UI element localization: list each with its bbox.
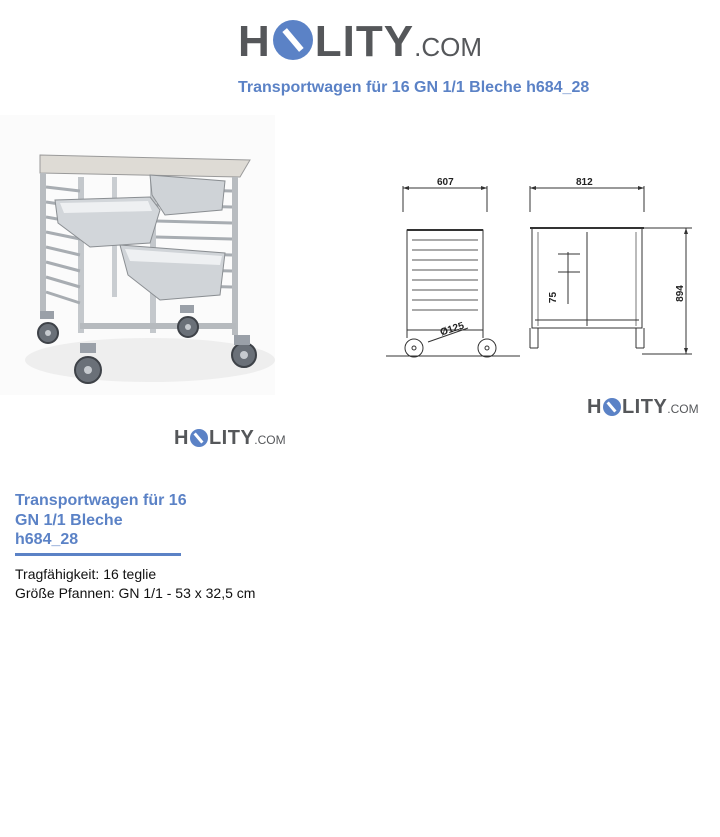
page-title: Transportwagen für 16 GN 1/1 Bleche h684_28	[238, 79, 590, 96]
spec-capacity: Tragfähigkeit: 16 teglie	[15, 566, 157, 582]
holity-logo-small[interactable]: H LITY .COM	[174, 427, 286, 449]
logo-o-icon	[190, 429, 208, 447]
dimension-width: 812	[576, 177, 593, 188]
spec-pan-size: Größe Pfannen: GN 1/1 - 53 x 32,5 cm	[15, 585, 256, 601]
holity-logo[interactable]: H LITY .COM	[238, 17, 482, 66]
logo-o-icon	[273, 20, 313, 60]
dimension-depth: 607	[437, 177, 454, 188]
dimension-wheel: Ø125	[438, 320, 466, 339]
title-divider	[15, 553, 181, 556]
product-photo	[0, 115, 275, 395]
dimension-height: 894	[674, 285, 686, 302]
dimension-spacing: 75	[548, 291, 560, 304]
logo-o-icon	[603, 398, 621, 416]
product-title: Transportwagen für 16 GN 1/1 Bleche h684_28	[15, 492, 187, 548]
technical-drawing	[380, 172, 700, 367]
holity-logo-drawing[interactable]: H LITY .COM	[587, 396, 699, 418]
